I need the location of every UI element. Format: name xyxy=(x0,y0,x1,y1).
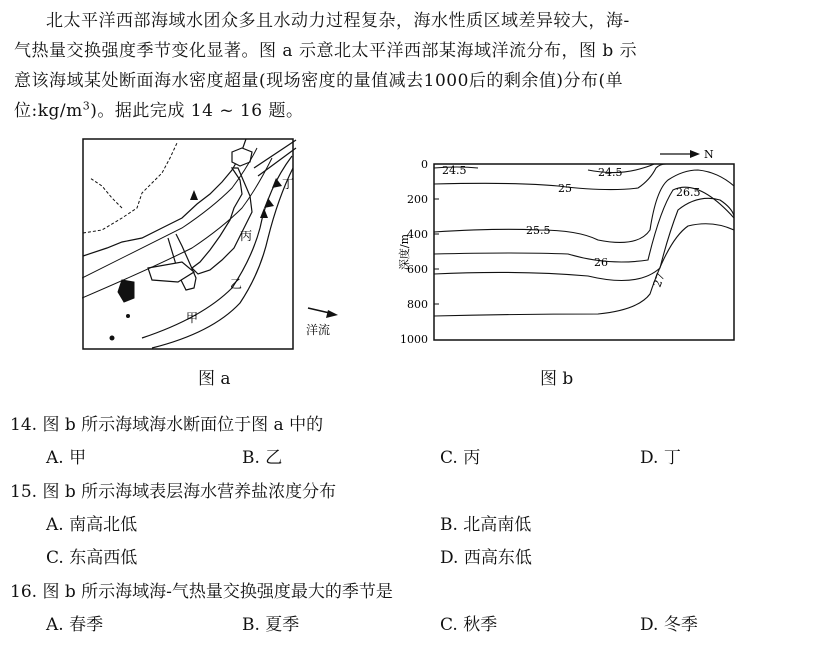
option-16-a[interactable]: A. 春季 xyxy=(46,615,104,635)
option-15-d[interactable]: D. 西高东低 xyxy=(440,548,532,568)
y-axis-title: 深度/m xyxy=(398,233,411,271)
contour-label: 26.5 xyxy=(676,186,701,199)
island-dot xyxy=(110,336,115,341)
y-tick-1000: 1000 xyxy=(400,333,428,346)
question-15-stem: 15. 图 b 所示海域表层海水营养盐浓度分布 xyxy=(10,482,337,502)
option-16-b[interactable]: B. 夏季 xyxy=(242,615,300,635)
figure-a-caption: 图 a xyxy=(198,369,231,389)
contour-label: 27 xyxy=(650,271,668,290)
label-yi: 乙 xyxy=(230,277,243,291)
contour-label: 25.5 xyxy=(526,224,551,237)
intro-line-2: 气热量交换强度季节变化显著。图 a 示意北太平洋西部某海域洋流分布，图 b 示 xyxy=(14,41,638,61)
island-dot xyxy=(126,314,130,318)
label-jia: 甲 xyxy=(186,311,199,325)
intro-paragraph xyxy=(14,6,806,126)
option-14-c[interactable]: C. 丙 xyxy=(440,448,481,468)
y-tick-800: 800 xyxy=(407,298,428,311)
option-14-b[interactable]: B. 乙 xyxy=(242,448,283,468)
option-16-d[interactable]: D. 冬季 xyxy=(640,615,698,635)
question-14-stem: 14. 图 b 所示海域海水断面位于图 a 中的 xyxy=(10,415,324,435)
y-tick-0: 0 xyxy=(421,158,428,171)
contour-label: 25 xyxy=(558,182,572,195)
north-label: N xyxy=(704,148,714,161)
intro-line-4-tail: )。据此完成 14 ~ 16 题。 xyxy=(90,101,304,121)
contour-label: 24.5 xyxy=(598,166,623,179)
legend-arrow-icon xyxy=(326,310,338,318)
option-14-a[interactable]: A. 甲 xyxy=(46,448,87,468)
north-arrow-icon xyxy=(690,150,700,158)
intro-line-4 xyxy=(14,96,806,126)
contour-label: 26 xyxy=(594,256,608,269)
unit-text: 位:kg/m xyxy=(14,101,83,121)
y-tick-200: 200 xyxy=(407,193,428,206)
option-15-c[interactable]: C. 东高西低 xyxy=(46,548,138,568)
option-15-a[interactable]: A. 南高北低 xyxy=(46,515,138,535)
legend-label: 洋流 xyxy=(306,323,331,337)
question-16-stem: 16. 图 b 所示海域海-气热量交换强度最大的季节是 xyxy=(10,582,393,602)
option-15-b[interactable]: B. 北高南低 xyxy=(440,515,532,535)
label-ding: 丁 xyxy=(282,177,295,191)
label-bing: 丙 xyxy=(240,229,253,243)
y-tick-600: 600 xyxy=(407,263,428,276)
intro-line-3: 意该海域某处断面海水密度超量(现场密度的量值减去1000后的剩余值)分布(单 xyxy=(14,71,624,91)
unit-superscript: 3 xyxy=(82,99,91,113)
contour-label: 24.5 xyxy=(442,164,467,177)
figure-a-map xyxy=(82,138,344,352)
option-14-d[interactable]: D. 丁 xyxy=(640,448,681,468)
y-tick-400: 400 xyxy=(407,228,428,241)
option-16-c[interactable]: C. 秋季 xyxy=(440,615,498,635)
figure-b-chart xyxy=(398,140,740,352)
intro-line-1: 北太平洋西部海域水团众多且水动力过程复杂，海水性质区域差异较大，海- xyxy=(46,11,630,31)
figure-b-caption: 图 b xyxy=(540,369,574,389)
